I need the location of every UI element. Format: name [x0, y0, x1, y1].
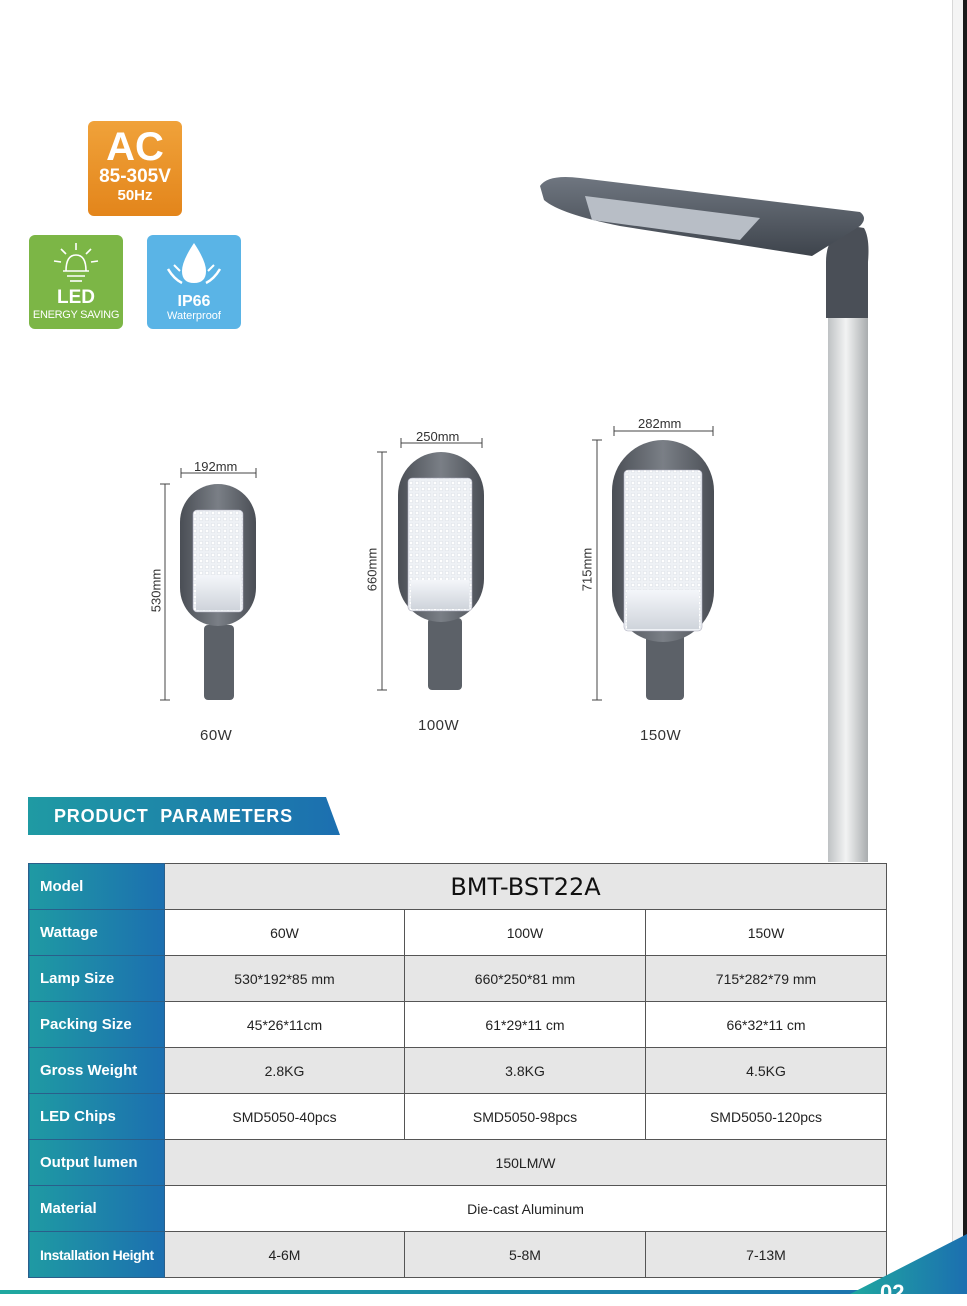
product-parameters-table	[28, 863, 887, 1278]
table-cell: 7-13M	[646, 1232, 887, 1278]
table-row	[29, 1186, 887, 1232]
table-cell: 66*32*11 cm	[646, 1002, 887, 1048]
model-value: BMT-BST22A	[165, 864, 887, 910]
energy-saving-label: ENERGY SAVING	[32, 309, 120, 321]
led-label: LED	[57, 287, 95, 308]
row-header: Output lumen	[29, 1140, 165, 1186]
page-number: 02	[880, 1280, 905, 1305]
voltage-label: 85-305V	[99, 166, 171, 187]
frequency-label: 50Hz	[117, 187, 153, 204]
table-cell: 61*29*11 cm	[405, 1002, 646, 1048]
table-cell: 150W	[646, 910, 887, 956]
lamp-60w-height: 530mm	[148, 568, 164, 613]
lamp-150w-wattage: 150W	[640, 727, 682, 744]
table-row	[29, 1094, 887, 1140]
table-row	[29, 1048, 887, 1094]
table-row	[29, 910, 887, 956]
row-header: Gross Weight	[29, 1048, 165, 1094]
table-row	[29, 956, 887, 1002]
table-cell: 60W	[165, 910, 405, 956]
lamp-60w-width: 192mm	[194, 459, 238, 474]
table-cell: 100W	[405, 910, 646, 956]
lamp-100w-height: 660mm	[364, 547, 380, 592]
lamp-150w-height: 715mm	[579, 547, 595, 592]
lamp-150w-width: 282mm	[638, 416, 682, 431]
lamp-100w-width: 250mm	[416, 429, 460, 444]
row-header: Model	[29, 864, 165, 910]
row-header: Lamp Size	[29, 956, 165, 1002]
table-row	[29, 1002, 887, 1048]
row-header: Installation Height	[29, 1232, 165, 1278]
waterproof-label: Waterproof	[166, 310, 221, 322]
table-row	[29, 1140, 887, 1186]
table-cell: 530*192*85 mm	[165, 956, 405, 1002]
page-corner-decoration	[0, 1234, 967, 1294]
lamp-60w-wattage: 60W	[200, 727, 233, 744]
table-cell: SMD5050-40pcs	[165, 1094, 405, 1140]
lamp-100w-wattage: 100W	[418, 717, 460, 734]
table-cell: Die-cast Aluminum	[165, 1186, 887, 1232]
table-cell: 4-6M	[165, 1232, 405, 1278]
row-header: LED Chips	[29, 1094, 165, 1140]
table-cell: 5-8M	[405, 1232, 646, 1278]
row-header: Material	[29, 1186, 165, 1232]
table-row	[29, 864, 887, 910]
table-cell: 715*282*79 mm	[646, 956, 887, 1002]
table-cell: 3.8KG	[405, 1048, 646, 1094]
section-title: PRODUCT PARAMETERS	[54, 806, 293, 826]
table-cell: SMD5050-98pcs	[405, 1094, 646, 1140]
table-cell: 150LM/W	[165, 1140, 887, 1186]
table-cell: 45*26*11cm	[165, 1002, 405, 1048]
ip66-label: IP66	[177, 293, 211, 310]
table-cell: 4.5KG	[646, 1048, 887, 1094]
row-header: Wattage	[29, 910, 165, 956]
table-cell: SMD5050-120pcs	[646, 1094, 887, 1140]
table-cell: 2.8KG	[165, 1048, 405, 1094]
table-cell: 660*250*81 mm	[405, 956, 646, 1002]
ac-label: AC	[106, 125, 164, 169]
row-header: Packing Size	[29, 1002, 165, 1048]
